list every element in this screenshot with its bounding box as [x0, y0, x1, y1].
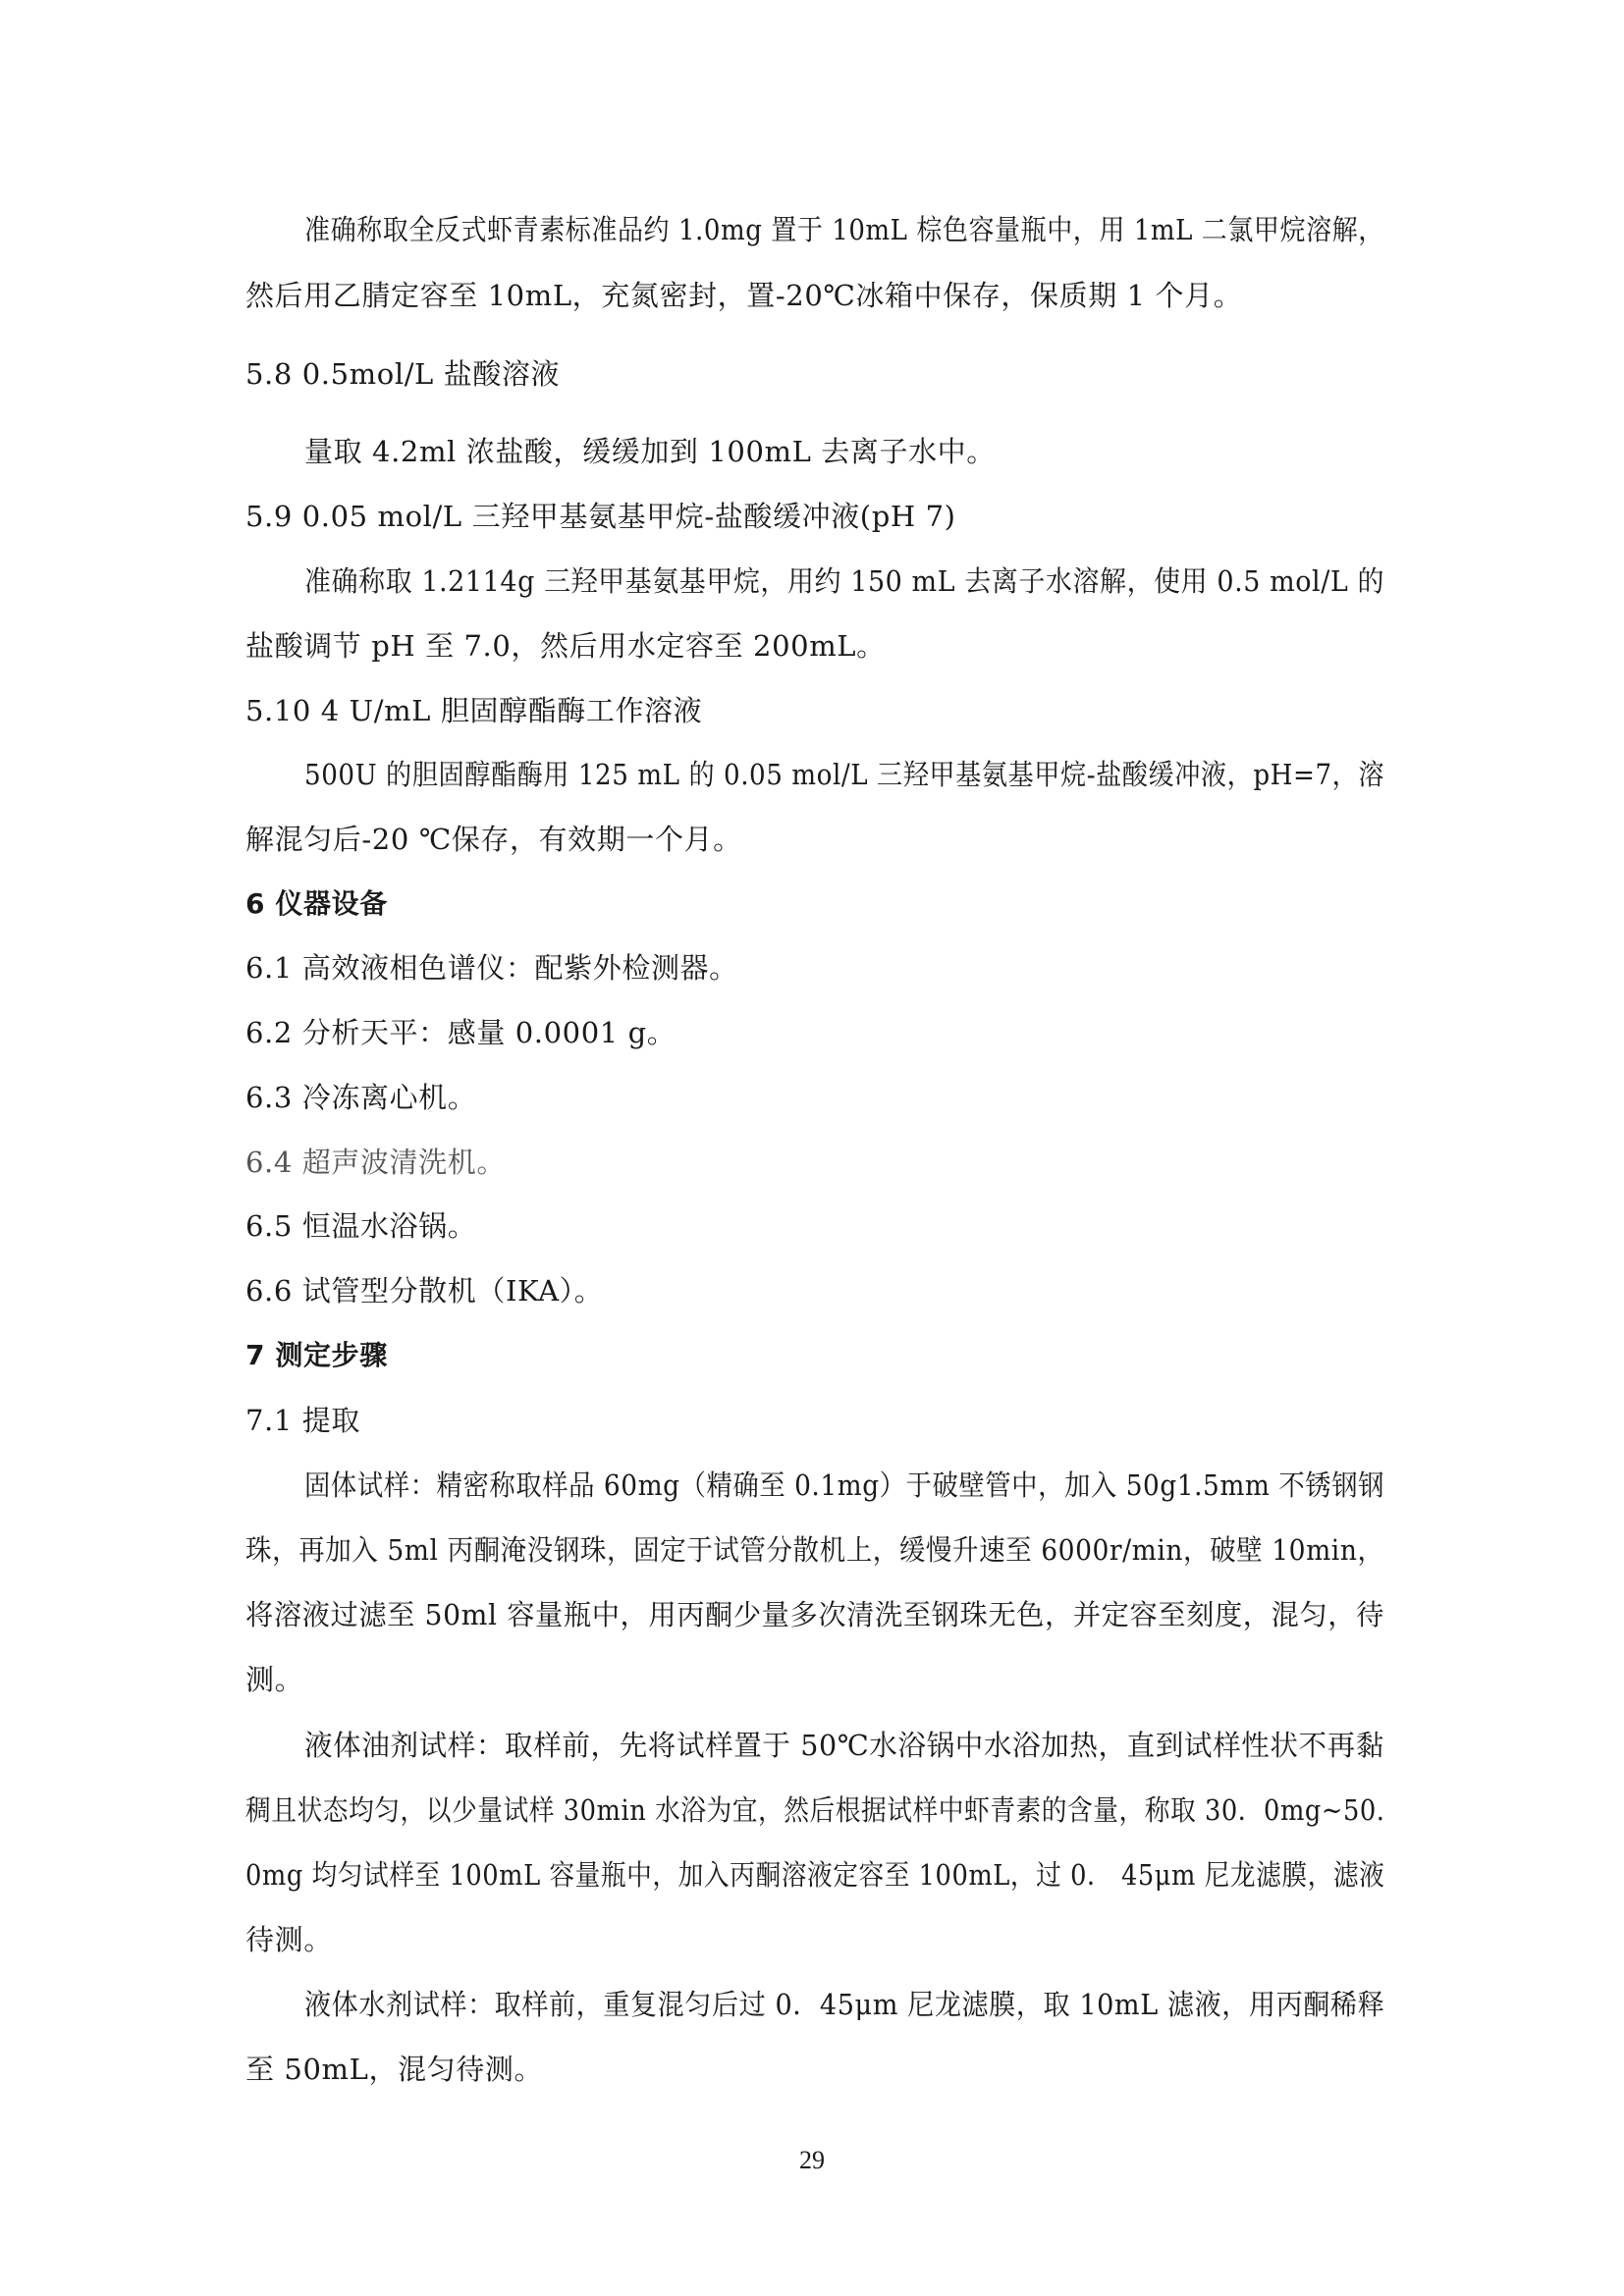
- text-line: 珠，再加入 5ml 丙酮淹没钢珠，固定于试管分散机上，缓慢升速至 6000r/min，破壁 10min，: [245, 1533, 1384, 1567]
- text-line: 液体水剂试样：取样前，重复混匀后过 0．45μm 尼龙滤膜，取 10mL 滤液，用丙酮稀释: [304, 1988, 1385, 2021]
- text-line: 盐酸调节 pH 至 7.0，然后用水定容至 200mL。: [245, 629, 886, 663]
- section-heading: 7.1 提取: [245, 1404, 360, 1437]
- list-item: 6.2 分析天平：感量 0.0001 g。: [245, 1016, 677, 1049]
- page-number: 29: [799, 2146, 825, 2174]
- text-line: 将溶液过滤至 50ml 容量瓶中，用丙酮少量多次清洗至钢珠无色，并定容至刻度，混匀，待: [245, 1598, 1384, 1631]
- list-item: 6.3 冷冻离心机。: [245, 1081, 477, 1114]
- text-line: 待测。: [245, 1923, 333, 1956]
- list-item: 6.5 恒温水浴锅。: [245, 1209, 477, 1243]
- text-line: 准确称取全反式虾青素标准品约 1.0mg 置于 10mL 棕色容量瓶中，用 1mL 二氯甲烷溶解，: [304, 213, 1384, 246]
- list-item: 6.1 高效液相色谱仪：配紫外检测器。: [245, 951, 738, 985]
- text-line: 稠且状态均匀，以少量试样 30min 水浴为宜，然后根据试样中虾青素的含量，称取 30．0mg~50.: [245, 1793, 1385, 1827]
- chapter-heading: 6 仪器设备: [245, 887, 388, 920]
- text-line: 量取 4.2ml 浓盐酸，缓缓加到 100mL 去离子水中。: [304, 435, 996, 468]
- text-line: 0mg 均匀试样至 100mL 容量瓶中，加入丙酮溶液定容至 100mL，过 0． 45μm 尼龙滤膜，滤液: [245, 1858, 1385, 1892]
- text-line: 固体试样：精密称取样品 60mg（精确至 0.1mg）于破壁管中，加入 50g1.5mm 不锈钢钢: [304, 1468, 1385, 1502]
- text-line: 500U 的胆固醇酯酶用 125 mL 的 0.05 mol/L 三羟甲基氨基甲烷-盐酸缓冲液，pH=7，溶: [304, 758, 1385, 791]
- list-item: 6.4 超声波清洗机。: [245, 1146, 506, 1179]
- list-item: 6.6 试管型分散机（IKA）。: [245, 1274, 604, 1308]
- section-heading: 5.9 0.05 mol/L 三羟甲基氨基甲烷-盐酸缓冲液(pH 7): [245, 500, 956, 533]
- text-line: 液体油剂试样：取样前，先将试样置于 50℃水浴锅中水浴加热，直到试样性状不再黏: [304, 1729, 1384, 1762]
- text-line: 然后用乙腈定容至 10mL，充氮密封，置-20℃冰箱中保存，保质期 1 个月。: [245, 279, 1243, 312]
- text-line: 测。: [245, 1663, 304, 1696]
- text-line: 解混匀后-20 ℃保存，有效期一个月。: [245, 823, 742, 856]
- section-heading: 5.8 0.5mol/L 盐酸溶液: [245, 357, 561, 391]
- chapter-heading: 7 测定步骤: [245, 1339, 388, 1371]
- section-heading: 5.10 4 U/mL 胆固醇酯酶工作溶液: [245, 694, 703, 727]
- text-line: 至 50mL，混匀待测。: [245, 2053, 544, 2086]
- text-line: 准确称取 1.2114g 三羟甲基氨基甲烷，用约 150 mL 去离子水溶解，使用 0.5 mol/L 的: [304, 564, 1385, 598]
